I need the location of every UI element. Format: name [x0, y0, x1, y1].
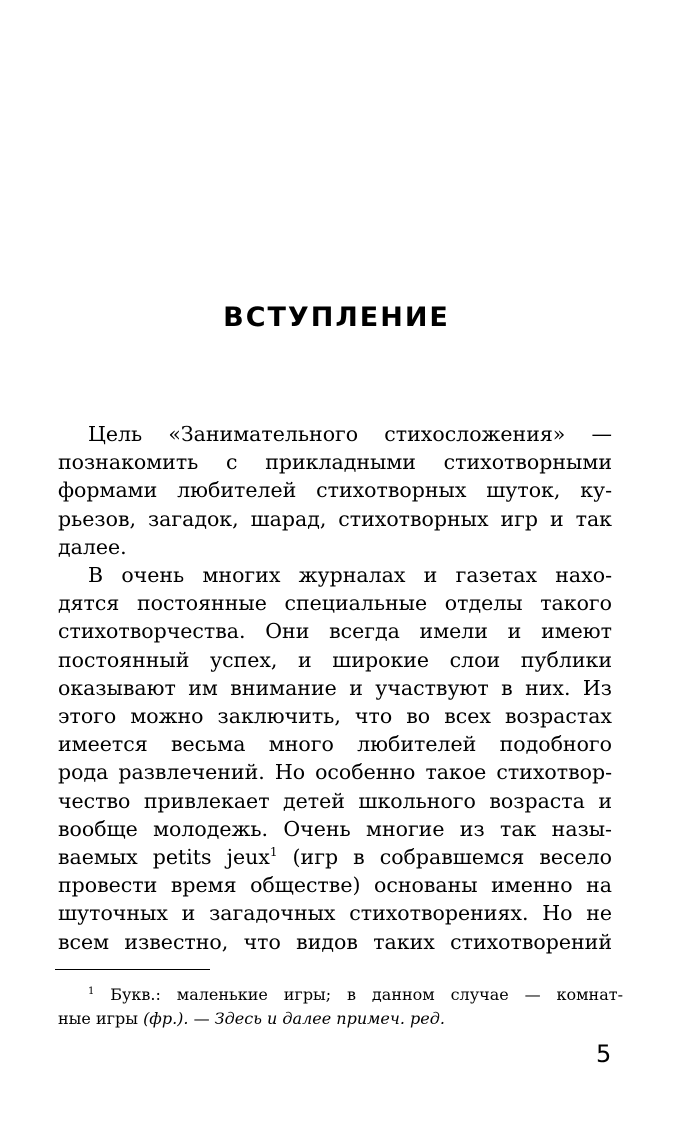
text-line: рода развлечений. Но особенно такое стихотвор-	[58, 760, 612, 785]
text-line: стихотворчества. Они всегда имели и имеют	[58, 619, 612, 644]
paragraph-2	[58, 561, 612, 956]
footnote-line-2	[58, 1007, 623, 1031]
footnote-marker: 1	[88, 986, 95, 997]
text-line: дятся постоянные специальные отделы такого	[58, 591, 612, 616]
text-line: рьезов, загадок, шарад, стихотворных игр и так	[58, 506, 612, 531]
footnote-text-2: ные игры	[58, 1009, 144, 1028]
text-line: постоянный успех, и широкие слои публики	[58, 647, 612, 672]
text-line: этого можно заключить, что во всех возрастах	[58, 704, 612, 729]
page-number: 5	[596, 1040, 612, 1068]
text-line: шуточных и загадочных стихотворениях. Но не	[58, 901, 612, 926]
text-line: Цель «Занимательного стихосложения» —	[88, 422, 612, 446]
footnote-line-1	[58, 983, 623, 1007]
text-line: провести время обществе) основаны именно на	[58, 873, 612, 898]
text-line: оказывают им внимание и участвуют в них. Из	[58, 675, 612, 700]
text-line: вообще молодежь. Очень многие из так назы-	[58, 816, 612, 841]
text-fragment: ваемых petits jeux	[58, 845, 270, 870]
footnote-divider	[55, 969, 210, 970]
paragraph-1	[58, 420, 612, 561]
footnote-dash: —	[188, 1009, 215, 1028]
footnote-lang-abbr: (фр.).	[143, 1009, 189, 1028]
text-line: познакомить с прикладными стихотворными	[58, 450, 612, 475]
chapter-heading: ВСТУПЛЕНИЕ	[223, 302, 450, 333]
body-text	[58, 420, 612, 956]
text-line: имеется весьма много любителей подобного	[58, 732, 612, 757]
footnote-text-1: Букв.: маленькие игры; в данном случае — комнат-	[110, 985, 623, 1004]
footnote	[58, 983, 623, 1031]
text-line-with-footnote-ref	[58, 843, 612, 871]
text-line: всем известно, что видов таких стихотворений	[58, 929, 612, 954]
text-line: далее.	[58, 534, 127, 559]
text-fragment: (игр в собравшемся весело	[277, 845, 613, 870]
footnote-editor-note: Здесь и далее примеч. ред.	[214, 1009, 445, 1028]
text-line: чество привлекает детей школьного возраста и	[58, 788, 612, 813]
text-line: В очень многих журналах и газетах нахо-	[88, 563, 612, 588]
text-line: формами любителей стихотворных шуток, ку-	[58, 478, 612, 503]
footnote-reference[interactable]: 1	[269, 845, 278, 860]
